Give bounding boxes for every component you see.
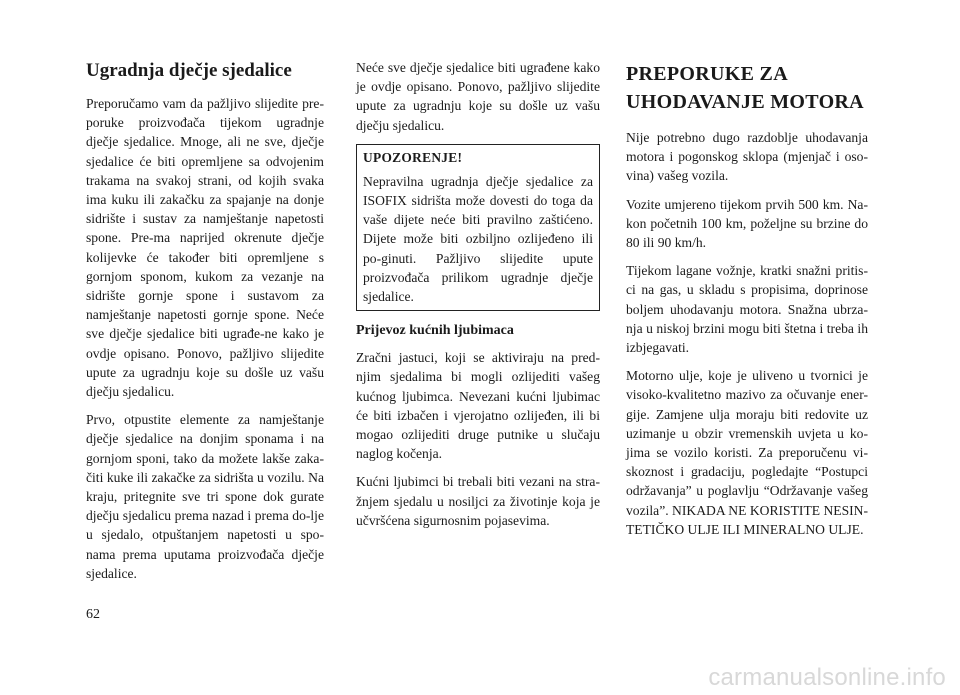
watermark: carmanualsonline.info: [708, 664, 946, 691]
right-column: [626, 60, 868, 548]
page-number: 62: [86, 607, 100, 622]
middle-column: [356, 58, 600, 539]
paragraph: Kućni ljubimci bi trebali biti vezani na stra-žnjem sjedalu u nosiljci za životinje koja je učvršćena sigurnosnim pojasevima.: [356, 474, 600, 528]
title-line-2: UHODAVANJE MOTORA: [626, 91, 864, 113]
paragraph: Motorno ulje, koje je uliveno u tvornici je visoko-kvalitetno mazivo za očuvanje ener-gije. Zamjene ulja moraju biti redovite uz uzimanje u obzir vremenskih uvjeta u ko-jima se vozilo koristi. Za preporučenu vi-skoznost i gradaciju, pogledajte “Postupci održavanja” u poglavlju “Održavanje vašeg vozila”. NIKADA NE KORISTITE NESIN-TETIČKO ULJE ILI MINERALNO ULJE.: [626, 368, 868, 537]
paragraph: Preporučamo vam da pažljivo slijedite pre-poruke proizvođača tijekom ugradnje dječje sjedalice. Mnoge, ali ne sve, dječje sjedalice će biti opremljene sa odvojenim trakama na svakoj strani, od kojih svaka ima kuku ili zakačku za spajanje na donje sidrište i sustav za namještanje napetosti spone. Pre-ma naprijed okrenute dječje kolijevke će također biti opremljene s gornjom sponom, kukom za vezanje na sidrište gornje spone i sustavom za namještanje napetosti gornje spone. Neće sve dječje sjedalice biti ugrađe-ne kako je ovdje opisano. Ponovo, pažljivo slijedite upute za ugradnju koje su došle uz vašu dječju sjedalicu.: [86, 96, 324, 400]
paragraph: Neće sve dječje sjedalice biti ugrađene kako je ovdje opisano. Ponovo, pažljivo slijedite upute za ugradnju koje su došle uz vašu dječju sjedalicu.: [356, 60, 600, 133]
warning-text: Nepravilna ugradnja dječje sjedalice za ISOFIX sidrišta može dovesti do toga da vaše dijete neće biti pravilno zaštićeno. Dijete može biti ozbiljno ozlijeđeno ili po-ginuti. Pažljivo slijedite upute proizvođača prilikom ugradnje dječje sjedalice.: [363, 173, 593, 305]
section-title-child-seat-installation: Ugradnja dječje sjedalice: [86, 60, 292, 81]
warning-box: [356, 144, 600, 311]
paragraph: Prvo, otpustite elemente za namještanje dječje sjedalice na donjim sponama i na gornjom sponi, tako da možete lakše zaka-čiti kuke ili zakačke za sidrišta u vozilu. Na kraju, pritegnite sve tri spone dok gurate dječju sjedalicu prema nazad i prema do-lje u sjedalo, otpuštanjem napetosti u spo-nama prema uputama proizvođača dječje sjedalice.: [86, 412, 324, 581]
paragraph: Tijekom lagane vožnje, kratki snažni pritis-ci na gas, u skladu s propisima, doprinose boljem uhodavanju motora. Snažna ubrza-nja u niskoj brzini mogu biti štetna i treba ih izbjegavati.: [626, 263, 868, 356]
section-title-pet-transport: Prijevoz kućnih ljubimaca: [356, 323, 514, 339]
warning-title: UPOZORENJE!: [363, 149, 463, 165]
paragraph: Nije potrebno dugo razdoblje uhodavanja motora i pogonskog sklopa (mjenjač i oso-vina) vašeg vozila.: [626, 130, 868, 184]
title-line-1: PREPORUKE ZA: [626, 63, 788, 85]
paragraph: Vozite umjereno tijekom prvih 500 km. Na-kon početnih 100 km, poželjne su brzine do 80 ili 90 km/h.: [626, 196, 868, 251]
section-title-engine-break-in: [626, 60, 868, 116]
left-column: [86, 60, 324, 592]
paragraph: Zračni jastuci, koji se aktiviraju na pred-njim sjedalima bi mogli ozlijediti vašeg kućnog ljubimca. Nevezani kućni ljubimac će biti izbačen i vjerojatno ozlijeđen, ili bi mogao ozlijediti druge putnike u slučaju naglog kočenja.: [356, 350, 600, 462]
